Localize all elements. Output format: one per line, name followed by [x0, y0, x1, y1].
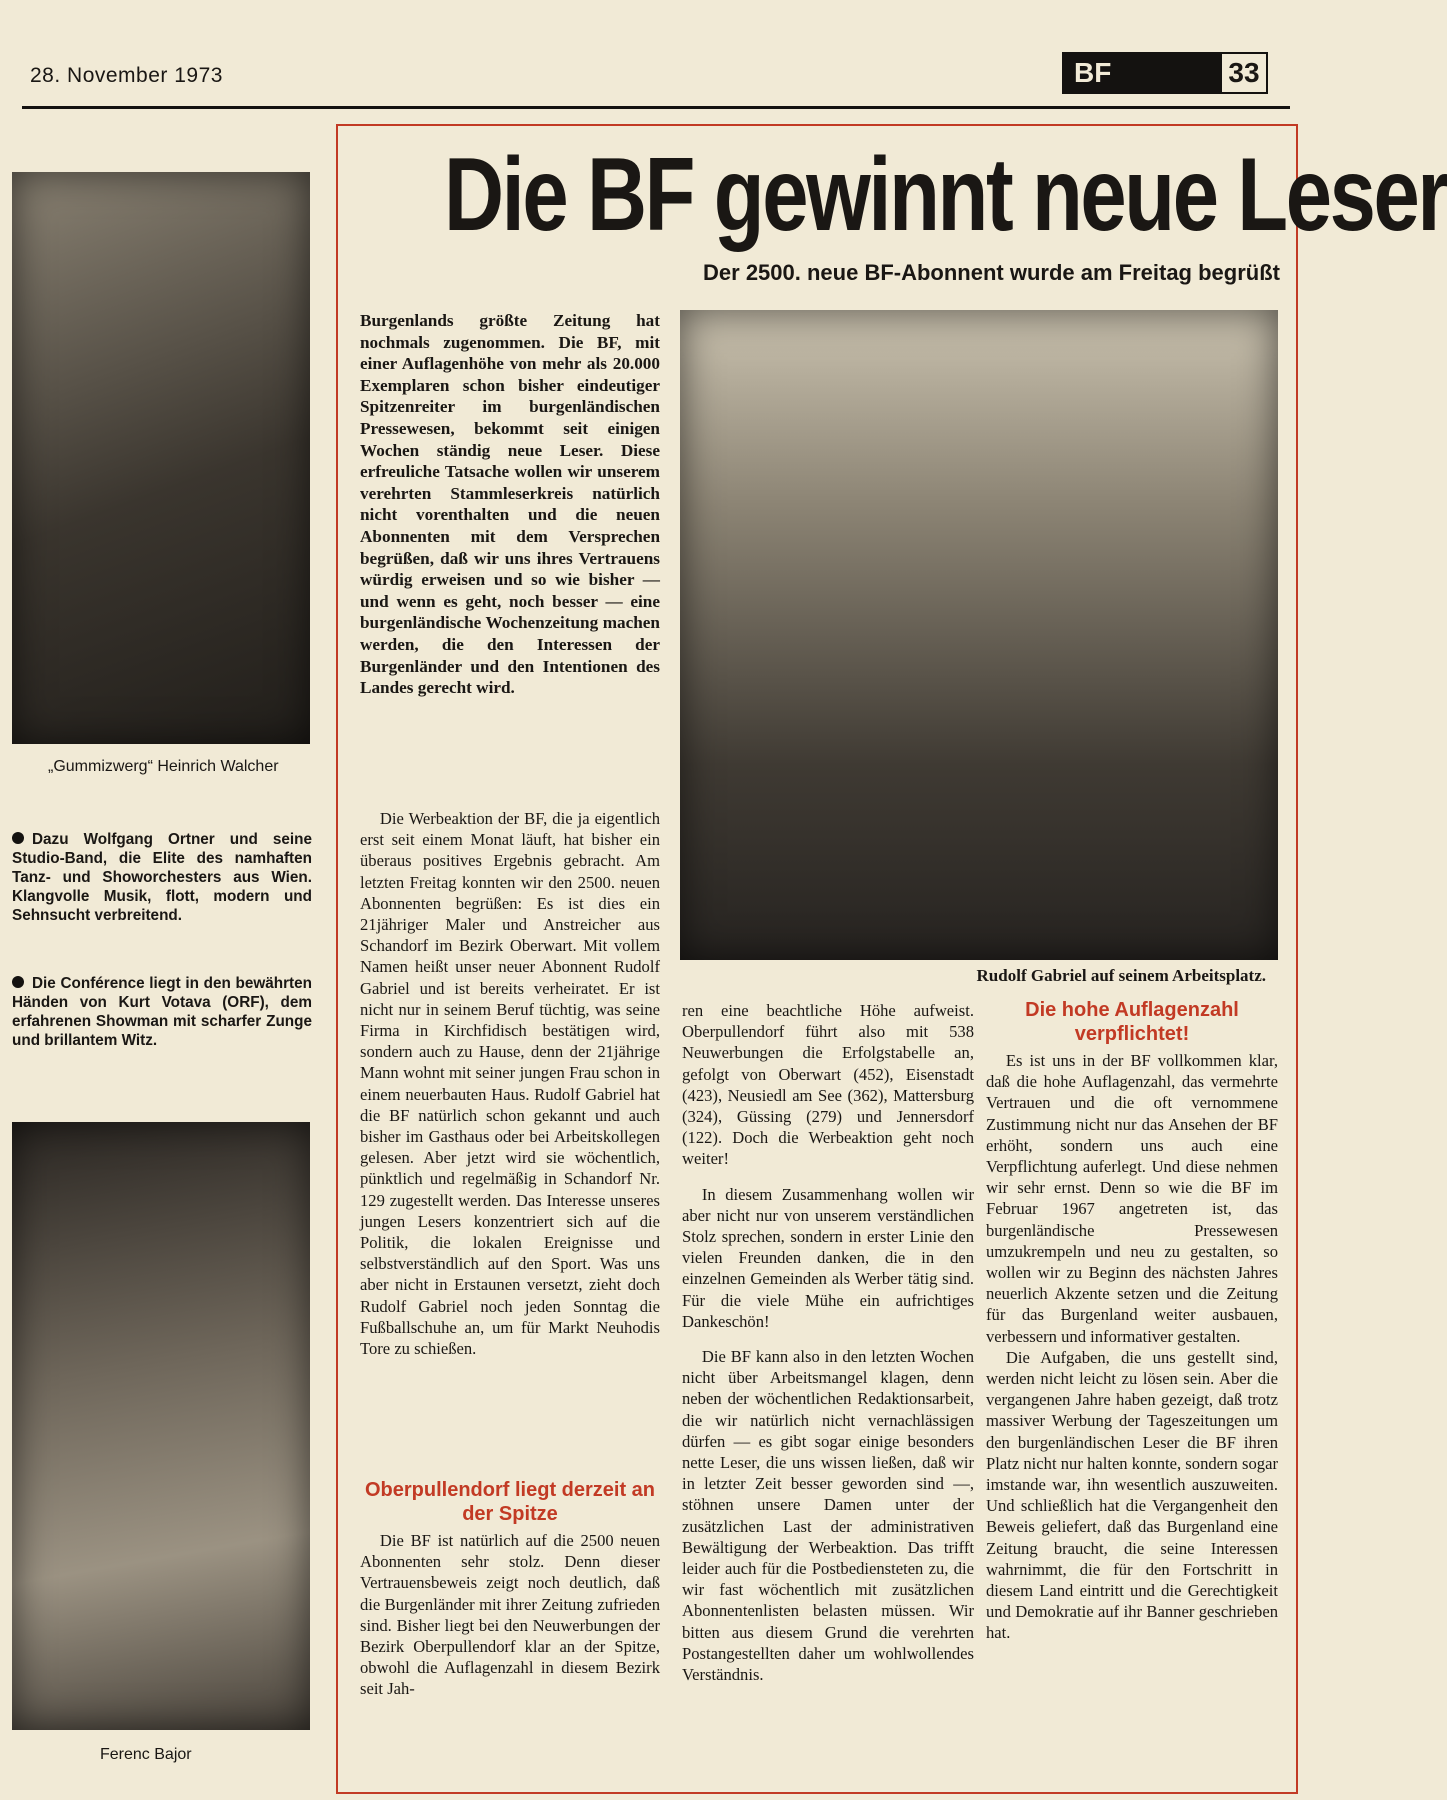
photo-caption-gabriel: Rudolf Gabriel auf seinem Arbeitsplatz.: [976, 966, 1266, 985]
article-paragraph: Die BF ist natürlich auf die 2500 neuen Abonnenten sehr stolz. Denn dieser Vertrauensbeweis zeigt noch deutlich, daß die Burgenländer mit ihrer Zeitung zufrieden sind. Bisher liegt bei den Neuwerbungen der Bezirk Oberpullendorf klar an der Spitze, obwohl die Auflagenzahl in diesem Bezirk seit Jah-: [360, 1531, 660, 1699]
bullet-ortner-text: Dazu Wolfgang Ortner und seine Studio-Band, die Elite des namhaften Tanz- und Showorchesters aus Wien. Klangvolle Musik, flott, modern und Sehnsucht verbreitend.: [12, 831, 312, 924]
article-paragraph: Die BF kann also in den letzten Wochen nicht über Arbeitsmangel klagen, denn neben der wöchentlichen Redaktionsarbeit, die wir natürlich nicht vernachlässigen dürfen — es gibt sogar einige besonders nette Leser, die uns wissen ließen, daß wir in letzter Zeit besser geworden sind —, stöhnen unsere Damen unter der zusätzlichen Last der administrativen Bewältigung der Werbeaktion. Das trifft leider auch für die Postbediensteten zu, die wir fast wöchentlich mit zusätzlichen Abonnentenlisten belasten müssen. Wir bitten aus diesem Grund die verehrten Postangestellten daher um wohlwollendes Verständnis.: [682, 1347, 974, 1685]
photo-caption-walcher: „Gummizwerg“ Heinrich Walcher: [48, 758, 279, 775]
section-heading-oberpullendorf: Oberpullendorf liegt derzeit an der Spitze: [364, 1479, 656, 1525]
masthead-box: [1062, 52, 1268, 94]
bullet-dot-icon: [12, 976, 24, 988]
article-subheadline: Der 2500. neue BF-Abonnent wurde am Freitag begrüßt: [703, 260, 1280, 285]
bullet-ortner: [12, 830, 312, 925]
article-paragraph: In diesem Zusammenhang wollen wir aber nicht nur von unserem verständlichen Stolz sprechen, sondern in erster Linie den vielen Freunden danken, die in den einzelnen Gemeinden als Werber tätig sind. Für die viele Mühe ein aufrichtiges Dankeschön!: [682, 1184, 974, 1331]
article-column-a2: [360, 1530, 660, 1700]
photo-guitarist: [12, 172, 310, 744]
section-heading-verpflichtet: Die hohe Auflagenzahl verpflichtet!: [1025, 999, 1239, 1045]
photo-rudolf-gabriel: [680, 310, 1278, 960]
article-paragraph: ren eine beachtliche Höhe aufweist. Oberpullendorf führt also mit 538 Neuwerbungen die Erfolgstabelle an, gefolgt von Oberwart (452), Eisenstadt (423), Neusiedl am See (362), Mattersburg (324), Güssing (279) und Jennersdorf (122). Doch die Werbeaktion geht noch weiter!: [682, 1001, 974, 1169]
issue-date: 28. November 1973: [30, 64, 223, 87]
photo-bajor: [12, 1122, 310, 1730]
photo-caption-bajor: Ferenc Bajor: [100, 1746, 192, 1763]
article-paragraph: Es ist uns in der BF vollkommen klar, daß die hohe Auflagenzahl, das vermehrte Vertrauen und die oft vernommene Zustimmung nicht nur das Ansehen der BF erhöht, sondern uns auch eine Verpflichtung auferlegt. Und diese nehmen wir sehr ernst. Denn so wie die BF im Februar 1967 angetreten ist, das burgenländische Pressewesen umzukrempeln und neu zu gestalten, so wollen wir zu Beginn des nächsten Jahres neuerlich Akzente setzen und die Zeitung für das Burgenland weiter ausbauen, verbessern und informativer gestalten.: [986, 1051, 1278, 1346]
bullet-dot-icon: [12, 832, 24, 844]
article-headline: Die BF gewinnt neue Leser: [444, 137, 1447, 253]
bullet-votava-text: Die Conférence liegt in den bewährten Händen von Kurt Votava (ORF), dem erfahrenen Showman mit scharfer Zunge und brillantem Witz.: [12, 975, 312, 1049]
article-column-a: [360, 808, 660, 1359]
article-paragraph: Die Aufgaben, die uns gestellt sind, werden nicht leicht zu lösen sein. Aber die vergangenen Jahre haben gezeigt, daß trotz massiver Werbung der Tageszeitungen um den burgenländischen Leser die BF ihren Platz nicht nur halten konnte, sondern sogar imstande war, ihn wesentlich auszuweiten. Und schließlich hat die Vergangenheit den Beweis geliefert, daß das Burgenland eine Zeitung braucht, die seine Interessen wahrnimmt, die für den Fortschritt in diesem Land eintritt und die Gerechtigkeit und Demokratie auf ihr Banner geschrieben hat.: [986, 1347, 1278, 1643]
bullet-votava: [12, 974, 312, 1050]
article-column-c: [986, 1050, 1278, 1644]
article-column-b: [682, 1000, 974, 1685]
header-rule: [22, 106, 1290, 109]
page-number: 33: [1220, 52, 1268, 94]
brand-mark: BF: [1062, 52, 1220, 94]
article-lead: Burgenlands größte Zeitung hat nochmals zugenommen. Die BF, mit einer Auflagenhöhe von mehr als 20.000 Exemplaren schon bisher eindeutiger Spitzenreiter im burgenländischen Pressewesen, bekommt seit einigen Wochen ständig neue Leser. Diese erfreuliche Tatsache wollen wir unserem verehrten Stammleserkreis natürlich nicht vorenthalten und die neuen Abonnenten mit dem Versprechen begrüßen, daß wir uns ihres Vertrauens würdig erweisen und so wie bisher — und wenn es geht, noch besser — eine burgenländische Wochenzeitung machen werden, die den Interessen der Burgenländer und den Intentionen des Landes gerecht wird.: [360, 311, 660, 698]
article-paragraph: Die Werbeaktion der BF, die ja eigentlich erst seit einem Monat läuft, hat bisher ein überaus positives Ergebnis gebracht. Am letzten Freitag konnten wir den 2500. neuen Abonnenten begrüßen: Es ist dies ein 21jähriger Maler und Anstreicher aus Schandorf im Bezirk Oberwart. Mit vollem Namen heißt unser neuer Abonnent Rudolf Gabriel und ist bereits verheiratet. Er ist nicht nur in seinem Beruf tüchtig, was seine Firma in Kirchfidisch bestätigen wird, sondern auch zu Hause, denn der 21jährige Mann wohnt mit seiner jungen Frau schon in einem neuerbauten Haus. Rudolf Gabriel hat die BF natürlich schon gekannt und auch bisher im Gasthaus oder bei Arbeitskollegen gelesen. Aber jetzt wird sie wöchentlich, pünktlich und regelmäßig in Schandorf Nr. 129 zugestellt werden. Das Interesse unseres jungen Lesers konzentriert sich auf die Politik, die lokalen Ereignisse und selbstverständlich auf den Sport. Was uns aber nicht in Erstaunen versetzt, zieht doch Rudolf Gabriel noch jeden Sonntag die Fußballschuhe an, um für Markt Neuhodis Tore zu schießen.: [360, 809, 660, 1359]
